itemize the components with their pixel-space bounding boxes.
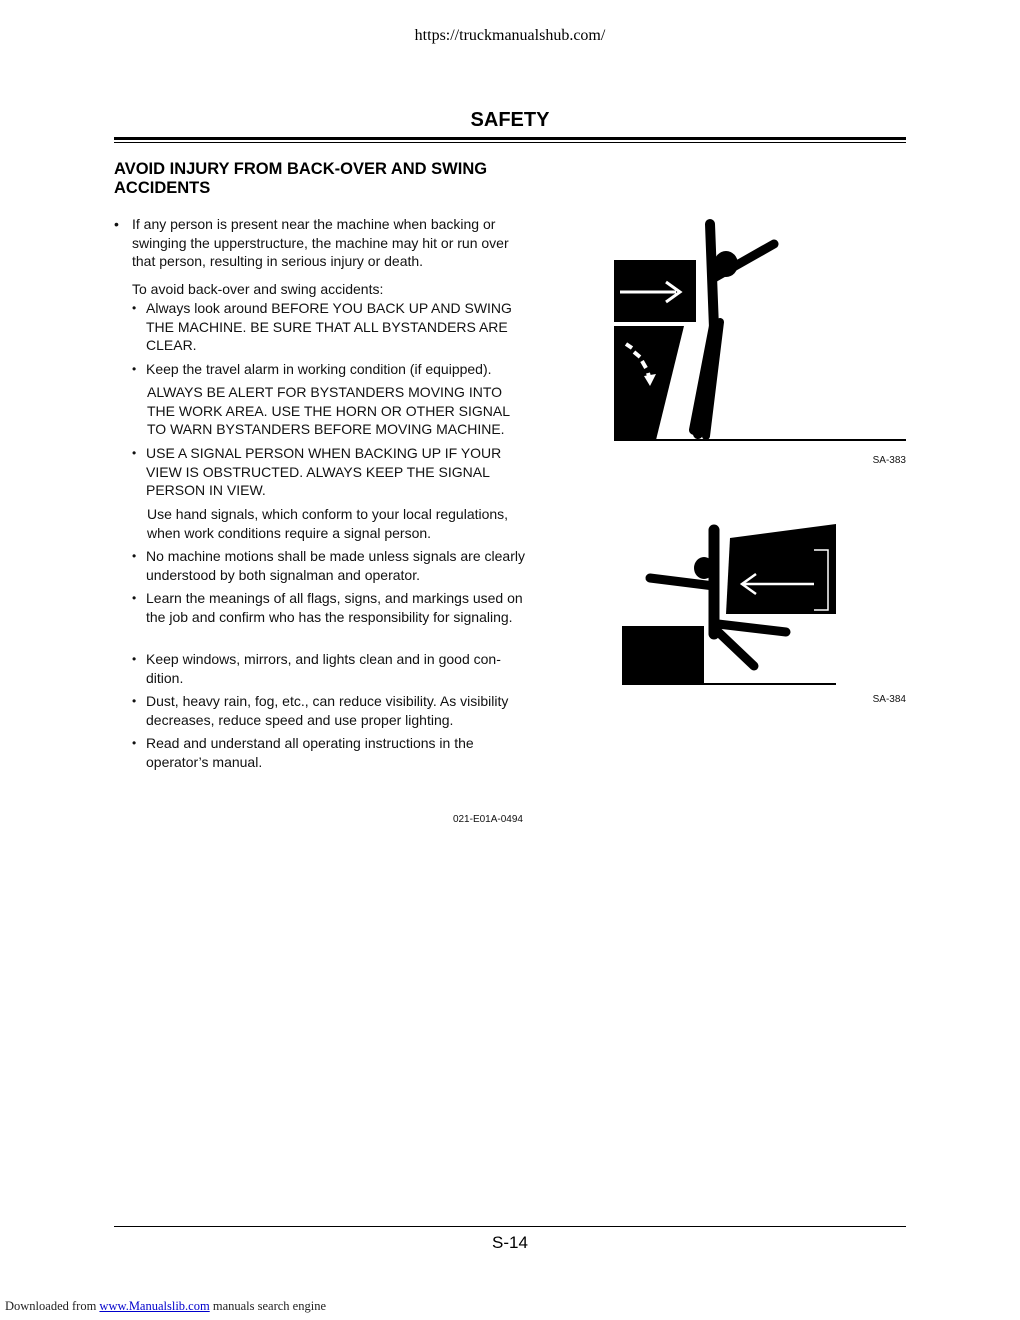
header-rule-thin — [114, 142, 906, 143]
list-item-text: USE A SIGNAL PERSON WHEN BACKING UP IF YOUR VIEW IS OBSTRUCTED. ALWAYS KEEP THE SIGNAL PERSON IN VIEW. — [146, 445, 502, 498]
back-over-hazard-illustration — [610, 218, 910, 446]
sub-bullet-marker: • — [132, 301, 137, 315]
list-item-text: Dust, heavy rain, fog, etc., can reduce visibility. As visibility decreases, reduce speed and use proper lighting. — [146, 693, 509, 728]
note-text: Use hand signals, which conform to your local regulations, when work conditions require a signal person. — [147, 506, 509, 541]
sub-bullet-marker: • — [132, 549, 137, 563]
sub-bullet-marker: • — [132, 446, 137, 460]
figure-label: SA-384 — [872, 694, 906, 705]
sub-bullet-marker: • — [132, 736, 137, 750]
main-bullet-text: If any person is present near the machine when backing or swinging the upperstructure, the machine may hit or run over that person, resulting in serious injury or death. — [132, 216, 509, 269]
list-item-text: Learn the meanings of all flags, signs, and markings used on the job and confirm who has the responsibility for signaling. — [146, 590, 523, 625]
manualslib-link[interactable]: www.Manualslib.com — [99, 1299, 210, 1313]
list-item — [132, 299, 532, 355]
sub-bullet-marker: • — [132, 694, 137, 708]
sub-bullet-marker: • — [132, 652, 137, 666]
note-text: ALWAYS BE ALERT FOR BYSTANDERS MOVING INTO THE WORK AREA. USE THE HORN OR OTHER SIGNAL TO WARN BYSTANDERS BEFORE MOVING MACHINE. — [147, 384, 510, 437]
list-item-text: Always look around BEFORE YOU BACK UP AND SWING THE MACHINE. BE SURE THAT ALL BYSTANDERS ARE CLEAR. — [146, 300, 512, 353]
list-item — [132, 547, 532, 584]
figure-label: SA-383 — [872, 455, 906, 466]
main-bullet-item — [114, 215, 534, 271]
sub-bullet-marker: • — [132, 362, 137, 376]
list-item — [132, 692, 532, 729]
source-url: https://truckmanualshub.com/ — [414, 27, 606, 44]
bullet-marker: • — [114, 216, 119, 232]
list-item — [132, 734, 532, 771]
download-credit-prefix: Downloaded from — [5, 1299, 97, 1313]
header-rule-thick — [114, 137, 906, 140]
download-credit — [5, 1299, 326, 1314]
footer-rule — [114, 1226, 906, 1227]
list-item-text: Keep the travel alarm in working condition (if equipped). — [146, 361, 492, 377]
list-item-text: Read and understand all operating instructions in the operator’s manual. — [146, 735, 474, 770]
section-title: AVOID INJURY FROM BACK-OVER AND SWING ACCIDENTS — [114, 160, 488, 197]
document-code: 021-E01A-0494 — [452, 814, 523, 825]
list-item — [132, 360, 532, 379]
list-item — [132, 650, 532, 687]
list-item-text: Keep windows, mirrors, and lights clean and in good con-dition. — [146, 651, 501, 686]
page-header-title: SAFETY — [470, 109, 550, 131]
list-item — [132, 444, 532, 500]
page-number: S-14 — [492, 1233, 528, 1252]
swing-hazard-illustration — [618, 520, 840, 690]
list-item — [132, 589, 532, 626]
sub-bullet-marker: • — [132, 591, 137, 605]
intro-text: To avoid back-over and swing accidents: — [132, 281, 384, 297]
download-credit-suffix: manuals search engine — [212, 1299, 326, 1313]
list-item-text: No machine motions shall be made unless signals are clearly understood by both signalman and operator. — [146, 548, 525, 583]
